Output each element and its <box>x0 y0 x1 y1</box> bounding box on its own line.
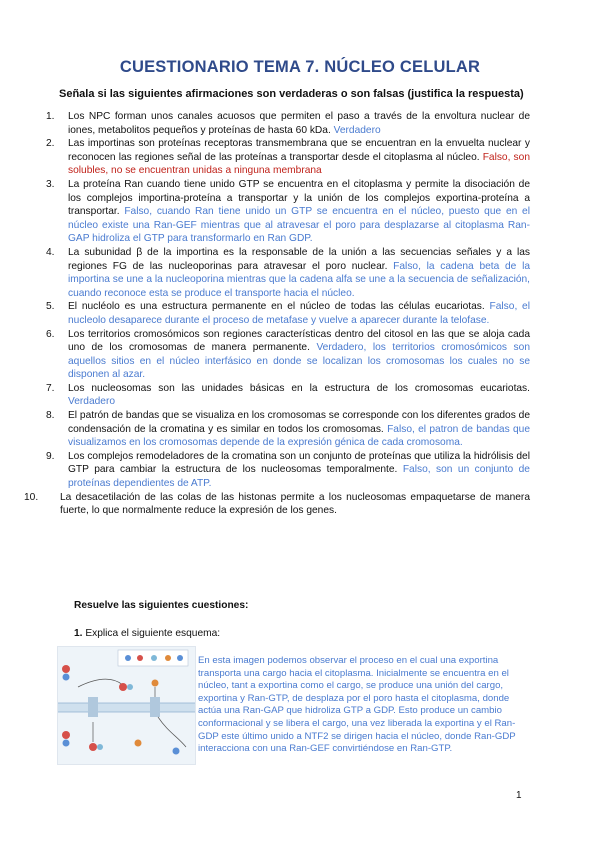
statement-answer: Falso, cuando Ran tiene unido un GTP se encuentra en el núcleo, puesto que en el núcleo existe una Ran-GEF mientras que al atravesar el poro para desplazarse al citoplasma Ran-GAP hidroliza el GTP para transformarlo en Ran GDP. <box>68 206 530 245</box>
statement-answer: Verdadero <box>68 396 116 408</box>
statement-number: 3. <box>46 178 55 190</box>
statement-text: La proteína Ran cuando tiene unido GTP se encuentra en el citoplasma y permite la disociación de los complejos importina-proteína a transportar y la unión de los complejos exportina-proteína a transportar. <box>68 178 530 218</box>
statement-text: Los nucleosomas son las unidades básicas en la estructura de los cromosomas eucariotas. <box>68 382 530 394</box>
statement-item <box>46 110 530 137</box>
statement-body <box>68 382 530 409</box>
statement-number: 9. <box>46 450 55 462</box>
statement-item <box>46 328 530 382</box>
statement-item <box>46 450 530 491</box>
question-1-number: 1. <box>74 628 83 639</box>
statement-body <box>68 300 530 327</box>
statement-body <box>68 246 530 300</box>
statement-item <box>46 137 530 178</box>
statement-body <box>68 409 530 450</box>
statement-body <box>68 450 530 491</box>
statement-text: La desacetilación de las colas de las histonas permite a los nucleosomas empaquetarse de manera fuerte, lo que normalmente reduce la expresión de los genes. <box>60 491 530 517</box>
question-1 <box>74 628 220 639</box>
statement-text: Los complejos remodeladores de la cromatina son un conjunto de proteínas que utiliza la hidrólisis del GTP para cambiar la estructura de los nucleosomas temporalmente. <box>68 450 530 476</box>
statement-item <box>46 178 530 246</box>
exportin-diagram <box>58 647 195 764</box>
statement-text: El patrón de bandas que se visualiza en los cromosomas se corresponde con los diferentes grados de condensación de la cromatina y es similar en todos los cromosomas. <box>68 410 530 435</box>
statement-body <box>68 178 530 246</box>
statement-number: 7. <box>46 382 55 394</box>
statement-body <box>68 137 530 178</box>
statement-item <box>46 246 530 300</box>
statement-item <box>24 491 530 518</box>
section-title: Resuelve las siguientes cuestiones: <box>74 600 249 611</box>
statements-list <box>24 110 530 518</box>
statement-item <box>46 409 530 450</box>
statement-number: 8. <box>46 410 55 422</box>
statement-number: 5. <box>46 301 55 313</box>
question-1-text: Explica el siguiente esquema: <box>85 628 221 639</box>
statement-body <box>68 110 530 137</box>
statement-answer: Falso, la cadena beta de la importina se une a la nucleoporina mientras que la cadena alfa se une a la secuencia de señalización, cuando reconoce esta se produce el transporte hacia el núcleo. <box>68 260 530 299</box>
statement-body <box>68 328 530 382</box>
statement-item <box>46 382 530 409</box>
statement-answer: Verdadero, los territorios cromosómicos son aquellos sitios en el núcleo interfásico en donde se localizan los cromosomas los cuales no se disponen al azar. <box>68 342 530 381</box>
statement-number: 2. <box>46 138 55 150</box>
statement-answer: Falso, son un conjunto de proteínas dependientes de ATP. <box>68 464 530 490</box>
statement-item <box>46 300 530 327</box>
statement-text: Los territorios cromosómicos son regiones características dentro del citosol en las que se aloja cada uno de los cromosomas de manera permanente. <box>68 328 530 354</box>
statement-number: 4. <box>46 246 55 258</box>
exportin-diagram-figure <box>57 646 196 765</box>
statement-body <box>60 491 530 518</box>
statement-number: 10. <box>24 491 39 503</box>
statement-number: 6. <box>46 328 55 340</box>
statement-number: 1. <box>46 111 55 122</box>
statement-answer: Falso, el nucleolo desaparece durante el proceso de metafase y vuelve a aparecer durante la telofase. <box>68 301 530 326</box>
statement-text: Los NPC forman unos canales acuosos que permiten el paso a través de la envoltura nuclear de iones, metabolitos pequeños y proteínas de hasta 60 kDa. <box>68 111 530 136</box>
statement-answer: Verdadero <box>333 124 381 136</box>
statement-text: El nucléolo es una estructura permanente en el núcleo de todas las células eucariotas. <box>68 301 485 313</box>
statement-text: Las importinas son proteínas receptoras transmembrana que se encuentran en la envuelta nuclear y reconocen las regiones señal de las proteínas a transportar desde el citoplasma al núcleo. <box>68 138 530 163</box>
instruction: Señala si las siguientes afirmaciones son verdaderas o son falsas (justifica la respuesta) <box>59 88 524 100</box>
answer-1: En esta imagen podemos observar el proceso en el cual una exportina transporta una cargo hacia el citoplasma. Inicialmente se encuentra en el núcleo, tant a exportina como el cargo, se produce una unión del cargo, exportina y Ran-GTP, de desplaza por el poro hasta el citoplasma, donde actúa una Ran-GAP que hidroliza GTP a GDP. Esto produce un cambio conformacional y se libera el cargo, una vez liberada la exportina y el Ran-GDP este último unido a NTF2 se dirigen hacia el núcleo, donde Ran-GDP interacciona con una Ran-GEF convirtiéndose en Ran-GTP. <box>198 655 516 755</box>
statement-text: La subunidad β de la importina es la responsable de la unión a las secuencias señales y a las regiones FG de las nucleoporinas para atravesar el poro nuclear. <box>68 246 530 272</box>
page-title: CUESTIONARIO TEMA 7. NÚCLEO CELULAR <box>119 58 481 76</box>
page-number: 1 <box>516 790 522 801</box>
statement-answer: Falso, el patron de bandas que visualizamos en los cromosomas depende de la expresión génica de cada cromosoma. <box>68 423 530 449</box>
statement-answer: Falso, son solubles, no se encuentran unidas a ninguna membrana <box>68 151 530 177</box>
